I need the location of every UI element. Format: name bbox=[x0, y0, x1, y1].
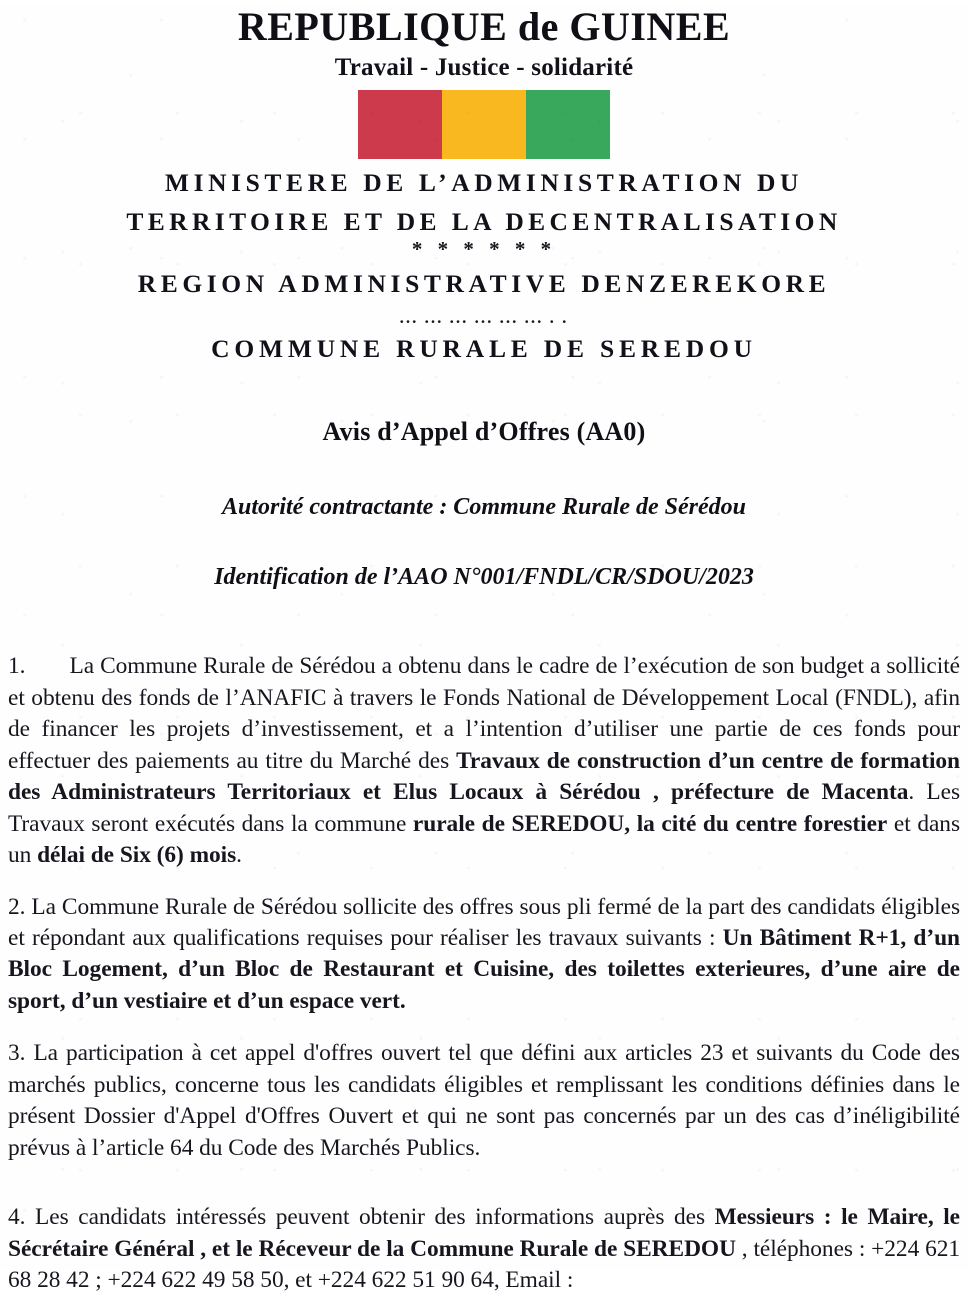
paragraph-3 bbox=[8, 1038, 960, 1164]
contracting-authority: Autorité contractante : Commune Rurale de Sérédou bbox=[221, 494, 747, 521]
document-title: Avis d’Appel d’Offres (AA0) bbox=[322, 417, 646, 447]
separator-dots: ... ... ... ... ... ... . . bbox=[399, 307, 569, 327]
paragraph-2 bbox=[8, 892, 960, 1018]
paragraph-1 bbox=[8, 651, 960, 871]
national-motto: Travail - Justice - solidarité bbox=[334, 54, 634, 81]
text-run-bold: Un Bâtiment R+1, d’un Bloc Logement, d’un Bloc de Restaurant et Cuisine, des toilettes exterieures, d’une aire de sport, d’un vestiaire et d’un espace vert. bbox=[8, 925, 960, 1014]
paragraph-number: 2. bbox=[8, 893, 26, 920]
document-body bbox=[8, 651, 960, 1296]
ministry-line-1: MINISTERE DE L’ADMINISTRATION DU bbox=[164, 167, 804, 197]
ministry-line-2: TERRITOIRE ET DE LA DECENTRALISATION bbox=[126, 206, 842, 236]
text-run-bold: rurale de SEREDOU, la cité du centre forestier bbox=[412, 810, 888, 837]
text-run: et dans un bbox=[8, 810, 960, 869]
administrative-region: REGION ADMINISTRATIVE DENZEREKORE bbox=[137, 269, 831, 299]
text-run: , téléphones : +224 621 68 28 42 ; +224 622 49 58 50, et +224 622 51 90 64, Email : bbox=[8, 1235, 961, 1294]
flag-stripe-yellow bbox=[442, 90, 526, 159]
text-run: La participation à cet appel d'offres ouvert tel que défini aux articles 23 et suivants du Code des marchés publics, concerne tous les candidats éligibles et remplissant les conditions définies dans le présent Dossier d'Appel d'Offres Ouvert et qui ne sont pas concernés par un des cas d’inéligibilité prévus à l’article 64 du Code des Marchés Publics. bbox=[8, 1040, 960, 1161]
commune-name: COMMUNE RURALE DE SEREDOU bbox=[211, 333, 757, 363]
separator-stars: * * * * * * bbox=[411, 236, 557, 261]
flag-stripe-green bbox=[526, 90, 610, 159]
text-run: Les candidats intéressés peuvent obtenir des informations auprès des bbox=[25, 1204, 715, 1231]
text-run-bold: Messieurs : le Maire, le Sécrétaire Général , et le Réceveur de la Commune Rurale de SEREDOU bbox=[8, 1204, 960, 1262]
text-run: La Commune Rurale de Sérédou sollicite des offres sous pli fermé de la part des candidats éligibles et répondant aux qualifications requises pour réaliser les travaux suivants : bbox=[8, 893, 960, 951]
text-run: La Commune Rurale de Sérédou a obtenu dans le cadre de l’exécution de son budget a sollicité et obtenu des fonds de l’ANAFIC à travers le Fonds National de Développement Local (FNDL), afin de financer les projets d’investissement, et a l’intention d’utiliser une partie de ces fonds pour effectuer des paiements au titre du Marché des bbox=[8, 653, 960, 774]
paragraph-number: 3. bbox=[8, 1040, 26, 1067]
text-run: . Les Travaux seront exécutés dans la commune bbox=[8, 779, 961, 837]
letterhead bbox=[8, 6, 960, 364]
tender-identification: Identification de l’AAO N°001/FNDL/CR/SDOU/2023 bbox=[214, 564, 754, 591]
text-run-bold: Travaux de construction d’un centre de formation des Administrateurs Territoriaux et Elus Locaux à Sérédou , préfecture de Macenta bbox=[8, 747, 960, 806]
paragraph-number: 1. bbox=[8, 653, 26, 680]
guinea-flag-icon bbox=[358, 90, 611, 159]
paragraph-number: 4. bbox=[8, 1204, 26, 1231]
text-run-bold: délai de Six (6) mois bbox=[37, 842, 237, 869]
guinea-flag-wrapper bbox=[8, 90, 960, 159]
flag-stripe-red bbox=[358, 90, 443, 159]
paragraph-4 bbox=[8, 1202, 960, 1296]
document-page bbox=[0, 4, 968, 1294]
country-title: REPUBLIQUE de GUINEE bbox=[237, 4, 731, 49]
text-run: . bbox=[236, 842, 242, 869]
title-block bbox=[8, 417, 960, 591]
